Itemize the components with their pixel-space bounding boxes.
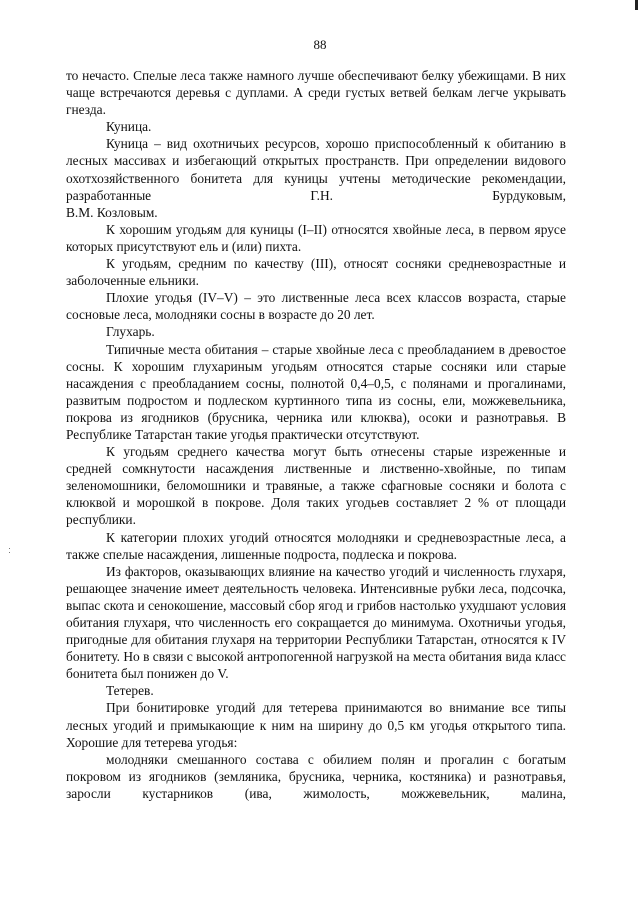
scan-speck bbox=[9, 552, 10, 553]
paragraph-marten-medium: К угодьям, средним по качеству (III), относят сосняки средневозрастные и заболоченные ельники. bbox=[66, 256, 566, 289]
paragraph-capercaillie-poor: К категории плохих угодий относятся молодняки и средневозрастные леса, а также спелые насаждения, лишенные подроста, подлеска и покрова. bbox=[66, 529, 566, 562]
paragraph-marten-intro: Куница – вид охотничьих ресурсов, хорошо приспособленный к обитанию в лесных массивах и избегающий открытых пространств. При определении видового охотхозяйственного бонитета для куницы учтены методические рекомендации, разработанные Г.Н. Бурдуковым, bbox=[66, 136, 566, 203]
scan-edge-mark bbox=[635, 0, 638, 10]
paragraph-marten-author: В.М. Козловым. bbox=[66, 204, 158, 220]
page-number: 88 bbox=[313, 37, 327, 52]
scan-speck bbox=[9, 548, 10, 549]
paragraph-black-grouse-intro: При бонитировке угодий для тетерева принимаются во внимание все типы лесных угодий и примыкающие к ним на ширину до 0,5 км угодья открытого типа. Хорошие для тетерева угодья: bbox=[66, 700, 566, 750]
section-heading-marten: Куница. bbox=[106, 119, 152, 135]
paragraph-squirrel-continuation: то нечасто. Спелые леса также намного лучше обеспечивают белку убежищами. В них чаще встречаются деревья с дуплами. А среди густых ветвей белкам легче укрывать гнезда. bbox=[66, 68, 566, 118]
paragraph-marten-good: К хорошим угодьям для куницы (I–II) относятся хвойные леса, в первом ярусе которых присутствуют ель и (или) пихта. bbox=[66, 221, 566, 254]
body-text bbox=[66, 67, 566, 802]
paragraph-capercaillie-habitat: Типичные места обитания – старые хвойные леса с преобладанием в древостое сосны. К хорошим глухариным угодьям относятся старые сосняки или старые насаждения с преобладанием сосны, полнотой 0,4–0,5, с полянами и прогалинами, развитым подростом и подлеском куртинного типа из сосны, ели, можжевельника, покрова из ягодников (брусника, черника или клюква), осоки и разнотравья. В Республике Татарстан такие угодья практически отсутствуют. bbox=[66, 341, 566, 442]
paragraph-marten-poor: Плохие угодья (IV–V) – это лиственные леса всех классов возраста, старые сосновые леса, молодняки сосны в возрасте до 20 лет. bbox=[66, 290, 566, 323]
paragraph-capercaillie-factors: Из факторов, оказывающих влияние на качество угодий и численность глухаря, решающее значение имеет деятельность человека. Интенсивные рубки леса, подсочка, выпас скота и сенокошение, массовый сбор ягод и грибов настолько ухудшают условия обитания глухаря, что численность его сокращается до минимума. Охотничьи угодья, пригодные для обитания глухаря на территории Республики Татарстан, относятся к IV бонитету. Но в связи с высокой антропогенной нагрузкой на места обитания вида класс бонитета был понижен до V. bbox=[66, 563, 566, 682]
section-heading-capercaillie: Глухарь. bbox=[106, 324, 155, 340]
paragraph-capercaillie-medium: К угодьям среднего качества могут быть отнесены старые изреженные и средней сомкнутости насаждения лиственные и лиственно-хвойные, по типам зеленомошники, беломошники и травяные, а также сфагновые сосняки и болота с клюквой и морошкой в покрове. Доля таких угодьев составляет 2 % от площади республики. bbox=[66, 444, 566, 528]
paragraph-black-grouse-good: молодняки смешанного состава с обилием полян и прогалин с богатым покровом из ягодников (земляника, брусника, черника, костяника) и разнотравья, заросли кустарников (ива, жимолость, можжевельник, малина, bbox=[66, 751, 566, 801]
section-heading-black-grouse: Тетерев. bbox=[106, 683, 154, 699]
